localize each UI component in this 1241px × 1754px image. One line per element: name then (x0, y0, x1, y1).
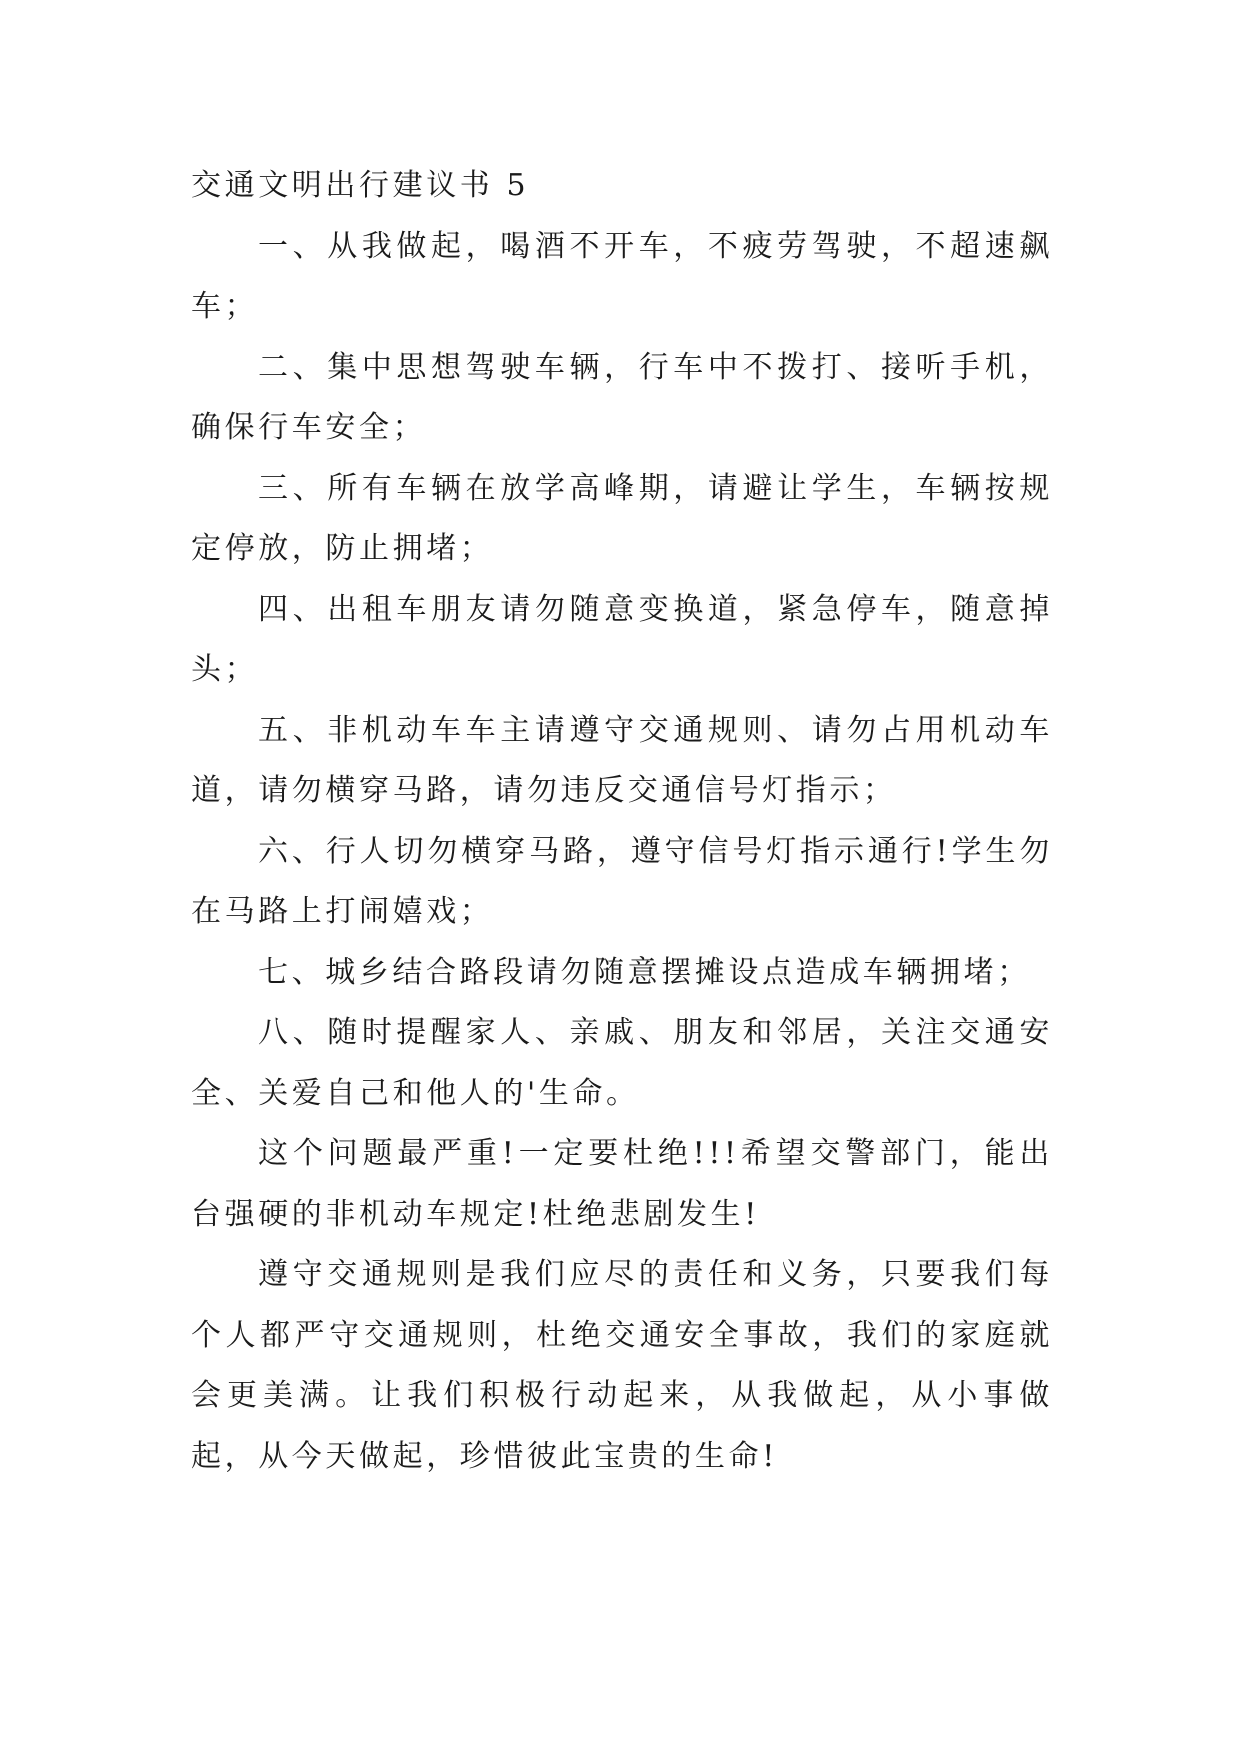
paragraph-1: 一、从我做起，喝酒不开车，不疲劳驾驶，不超速飙车； (191, 228, 1053, 324)
paragraph-6: 六、行人切勿横穿马路，遵守信号灯指示通行!学生勿在马路上打闹嬉戏； (191, 833, 1053, 929)
paragraph-7: 七、城乡结合路段请勿随意摆摊设点造成车辆拥堵； (258, 954, 1031, 990)
document-body (191, 156, 1053, 1487)
paragraph-3: 三、所有车辆在放学高峰期，请避让学生，车辆按规定停放，防止拥堵； (191, 470, 1053, 566)
paragraph-10: 遵守交通规则是我们应尽的责任和义务，只要我们每个人都严守交通规则，杜绝交通安全事故，我们的家庭就会更美满。让我们积极行动起来，从我做起，从小事做起，从今天做起，珍惜彼此宝贵的生命! (191, 1257, 1053, 1474)
paragraph-2: 二、集中思想驾驶车辆，行车中不拨打、接听手机，确保行车安全； (191, 349, 1053, 445)
paragraph-5: 五、非机动车车主请遵守交通规则、请勿占用机动车道，请勿横穿马路，请勿违反交通信号灯指示； (191, 712, 1053, 808)
paragraph-8: 八、随时提醒家人、亲戚、朋友和邻居，关注交通安全、关爱自己和他人的'生命。 (191, 1015, 1053, 1111)
paragraph-9: 这个问题最严重!一定要杜绝!!!希望交警部门，能出台强硬的非机动车规定!杜绝悲剧发生! (191, 1136, 1053, 1232)
document-title: 交通文明出行建议书 5 (191, 168, 530, 203)
paragraph-4: 四、出租车朋友请勿随意变换道，紧急停车，随意掉头； (191, 591, 1053, 687)
